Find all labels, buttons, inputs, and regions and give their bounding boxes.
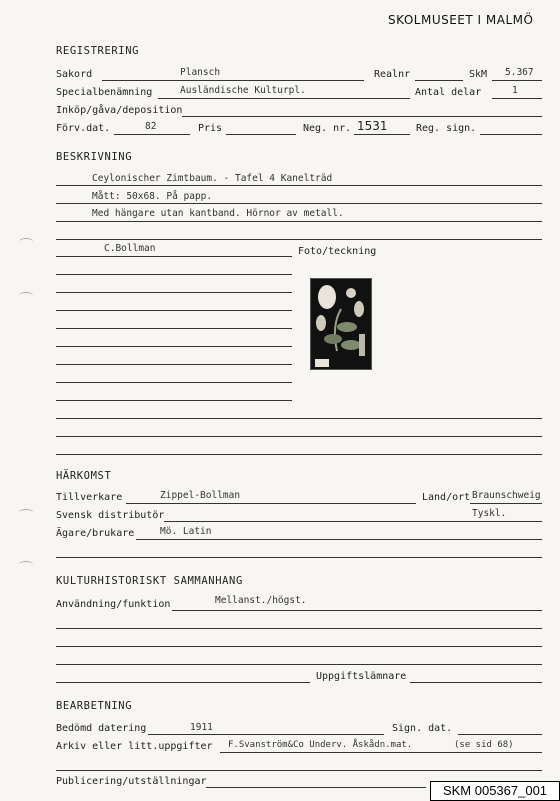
land-ort-value-1: Braunschweig (472, 490, 541, 501)
section-heading-bearbetning: BEARBETNING (56, 700, 133, 712)
publicering-label: Publicering/utställningar (56, 776, 207, 787)
kultur-rule (56, 646, 542, 647)
punch-hole-mark (19, 509, 33, 516)
antal-delar-label: Antal delar (415, 87, 482, 98)
beskrivning-rule (56, 256, 292, 257)
forv-dat-label: Förv.dat. (56, 123, 111, 134)
publicering-line (206, 787, 426, 788)
plant-illustration-icon (311, 279, 371, 369)
harkomst-rule (56, 557, 542, 558)
kultur-rule (56, 664, 542, 665)
sakord-line (102, 80, 364, 81)
section-heading-registrering: REGISTRERING (56, 45, 140, 57)
anvandning-line (172, 610, 542, 611)
reg-sign-line (480, 134, 542, 135)
tillverkare-line (126, 503, 416, 504)
beskrivning-rule (56, 346, 292, 347)
beskrivning-line-3: Med hängare utan kantband. Hörnor av metall. (92, 208, 344, 219)
section-heading-kulturhistoriskt: KULTURHISTORISKT SAMMANHANG (56, 575, 243, 587)
sakord-value: Plansch (180, 67, 221, 78)
agare-brukare-label: Ägare/brukare (56, 528, 135, 539)
foto-teckning-label: Foto/teckning (298, 246, 377, 257)
beskrivning-rule (56, 310, 292, 311)
arkiv-label: Arkiv eller litt.uppgifter (56, 741, 213, 752)
bedomd-datering-line (148, 734, 384, 735)
sign-dat-label: Sign. dat. (392, 723, 453, 734)
beskrivning-rule (56, 400, 292, 401)
bedomd-datering-label: Bedömd datering (56, 723, 147, 734)
svensk-distributor-line (164, 521, 542, 522)
land-ort-value-2: Tyskl. (472, 508, 507, 519)
punch-hole-mark (19, 561, 33, 568)
agare-brukare-value: Mö. Latin (160, 526, 212, 537)
anvandning-label: Användning/funktion (56, 599, 171, 610)
antal-delar-line (492, 98, 542, 99)
beskrivning-rule (56, 274, 292, 275)
beskrivning-rule (56, 185, 542, 186)
bedomd-datering-value: 1911 (190, 722, 213, 733)
sakord-label: Sakord (56, 69, 93, 80)
antal-delar-value: 1 (512, 85, 518, 96)
realnr-label: Realnr (374, 69, 411, 80)
punch-hole-mark (19, 238, 33, 245)
skm-line (492, 80, 542, 81)
beskrivning-rule (56, 328, 292, 329)
uppgiftslamnare-label: Uppgiftslämnare (316, 671, 407, 682)
section-heading-harkomst: HÄRKOMST (56, 470, 112, 482)
reg-sign-label: Reg. sign. (416, 123, 477, 134)
neg-nr-value: 1531 (357, 119, 388, 133)
skm-label: SkM (469, 69, 488, 80)
realnr-line (415, 80, 463, 81)
artist-value: C.Bollman (104, 243, 156, 254)
beskrivning-rule (56, 292, 292, 293)
beskrivning-rule (56, 221, 542, 222)
land-ort-label: Land/ort (422, 492, 471, 503)
beskrivning-rule (56, 239, 542, 240)
inkop-line (182, 116, 542, 117)
pris-label: Pris (198, 123, 223, 134)
arkiv-note: (se sid 68) (454, 740, 514, 750)
bearbetning-rule (56, 770, 542, 771)
specialbenamning-label: Specialbenämning (56, 87, 153, 98)
kultur-rule (56, 628, 542, 629)
archive-id-tag: SKM 005367_001 (430, 781, 560, 801)
beskrivning-rule (56, 364, 292, 365)
uppgiftslamnare-line (410, 682, 542, 683)
forv-dat-value: 82 (145, 121, 157, 132)
arkiv-line (220, 752, 542, 753)
land-ort-line (470, 503, 542, 504)
neg-nr-label: Neg. nr. (303, 123, 352, 134)
sign-dat-line (458, 734, 542, 735)
specialbenamning-value: Ausländische Kulturpl. (180, 85, 306, 96)
skm-value: 5.367 (505, 67, 534, 78)
arkiv-value: F.Svanström&Co Underv. Åskådn.mat. (228, 740, 413, 750)
punch-hole-mark (19, 292, 33, 299)
anvandning-value: Mellanst./högst. (215, 595, 307, 606)
forv-dat-line (114, 134, 190, 135)
beskrivning-rule (56, 418, 542, 419)
beskrivning-rule (56, 454, 542, 455)
tillverkare-value: Zippel-Bollman (160, 490, 241, 501)
plate-photo-thumbnail (310, 278, 372, 370)
tillverkare-label: Tillverkare (56, 492, 123, 503)
section-heading-beskrivning: BESKRIVNING (56, 151, 133, 163)
beskrivning-line-1: Ceylonischer Zimtbaum. - Tafel 4 Kanelträd (92, 173, 333, 184)
beskrivning-line-2: Mått: 50x68. På papp. (92, 191, 213, 202)
beskrivning-rule (56, 382, 292, 383)
agare-brukare-line (136, 539, 542, 540)
kultur-rule (56, 682, 310, 683)
neg-nr-line (354, 134, 410, 135)
beskrivning-rule (56, 203, 542, 204)
pris-line (226, 134, 296, 135)
svensk-distributor-label: Svensk distributör (56, 510, 165, 521)
museum-title: SKOLMUSEET I MALMÖ (388, 13, 534, 27)
specialbenamning-line (158, 98, 410, 99)
inkop-label: Inköp/gåva/deposition (56, 105, 183, 116)
beskrivning-rule (56, 436, 542, 437)
